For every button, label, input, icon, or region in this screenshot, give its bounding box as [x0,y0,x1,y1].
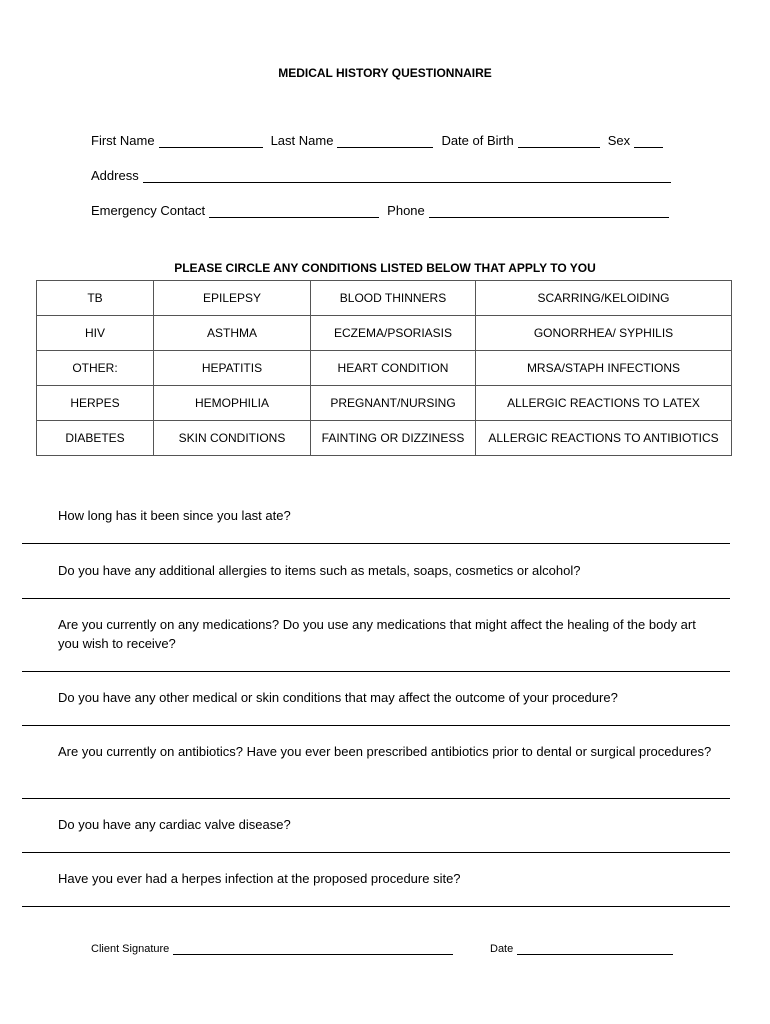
client-signature-label: Client Signature [91,943,170,955]
condition-cell[interactable]: SCARRING/KELOIDING [476,281,732,316]
condition-cell[interactable]: ECZEMA/PSORIASIS [311,316,476,351]
condition-cell[interactable]: SKIN CONDITIONS [154,421,311,456]
condition-cell[interactable]: ASTHMA [154,316,311,351]
conditions-heading: PLEASE CIRCLE ANY CONDITIONS LISTED BELOW THAT APPLY TO YOU [174,261,596,275]
first-name-label: First Name [91,133,155,148]
answer-line-allergies[interactable] [22,598,730,599]
condition-cell[interactable]: TB [37,281,154,316]
address-label: Address [91,168,139,183]
answer-line-antibiotics[interactable] [22,798,730,799]
answer-line-herpes[interactable] [22,906,730,907]
conditions-table [36,280,732,456]
date-field[interactable] [517,943,673,955]
answer-line-medications[interactable] [22,671,730,672]
dob-label: Date of Birth [441,133,514,148]
dob-field[interactable] [518,134,600,148]
table-row [37,316,732,351]
sex-label: Sex [607,133,631,148]
last-name-label: Last Name [270,133,334,148]
condition-cell[interactable]: EPILEPSY [154,281,311,316]
condition-cell[interactable]: GONORRHEA/ SYPHILIS [476,316,732,351]
condition-cell[interactable]: BLOOD THINNERS [311,281,476,316]
table-row [37,421,732,456]
last-name-field[interactable] [337,134,433,148]
question-last-ate: How long has it been since you last ate? [58,508,291,523]
condition-cell[interactable]: ALLERGIC REACTIONS TO LATEX [476,386,732,421]
address-row [91,168,679,183]
phone-field[interactable] [429,204,669,218]
phone-label: Phone [387,203,425,218]
condition-cell[interactable]: FAINTING OR DIZZINESS [311,421,476,456]
emergency-contact-field[interactable] [209,204,379,218]
name-row [91,133,671,148]
first-name-field[interactable] [159,134,263,148]
condition-cell[interactable]: HIV [37,316,154,351]
date-row [490,943,681,955]
emergency-row [91,203,677,218]
date-label: Date [490,943,514,955]
condition-cell[interactable]: HEPATITIS [154,351,311,386]
answer-line-last-ate[interactable] [22,543,730,544]
condition-cell[interactable]: HEMOPHILIA [154,386,311,421]
table-row [37,351,732,386]
sex-field[interactable] [634,134,663,148]
page-title: MEDICAL HISTORY QUESTIONNAIRE [278,66,492,80]
table-row [37,386,732,421]
answer-line-other-conditions[interactable] [22,725,730,726]
question-cardiac: Do you have any cardiac valve disease? [58,817,291,832]
address-field[interactable] [143,169,671,183]
condition-cell[interactable]: DIABETES [37,421,154,456]
client-signature-field[interactable] [173,943,453,955]
table-row [37,281,732,316]
condition-cell[interactable]: OTHER: [37,351,154,386]
signature-row [91,943,461,955]
question-medications: Are you currently on any medications? Do you use any medications that might affect the healing of the body art you wish to receive? [58,617,696,651]
condition-cell[interactable]: MRSA/STAPH INFECTIONS [476,351,732,386]
answer-line-cardiac[interactable] [22,852,730,853]
question-antibiotics: Are you currently on antibiotics? Have you ever been prescribed antibiotics prior to dental or surgical procedures? [58,744,712,759]
emergency-contact-label: Emergency Contact [91,203,206,218]
condition-cell[interactable]: ALLERGIC REACTIONS TO ANTIBIOTICS [476,421,732,456]
question-other-conditions: Do you have any other medical or skin conditions that may affect the outcome of your procedure? [58,690,618,705]
condition-cell[interactable]: HERPES [37,386,154,421]
question-allergies: Do you have any additional allergies to items such as metals, soaps, cosmetics or alcohol? [58,563,581,578]
question-herpes: Have you ever had a herpes infection at the proposed procedure site? [58,871,461,886]
condition-cell[interactable]: PREGNANT/NURSING [311,386,476,421]
condition-cell[interactable]: HEART CONDITION [311,351,476,386]
